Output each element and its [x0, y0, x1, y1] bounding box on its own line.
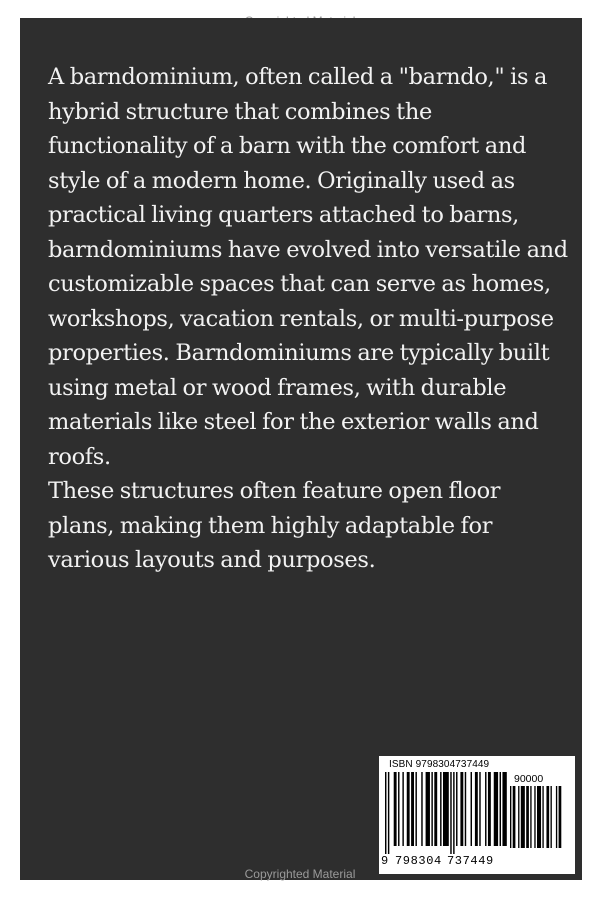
- blurb-paragraph-1: A barndominium, often called a "barndo," is a hybrid structure that combines the functionality of a barn with the comfort and style of a modern home. Originally used as practical living quarters attached to barns, barndominiums have evolved into versatile and customizable spaces that can serve as homes, workshops, vacation rentals, or multi-purpose properties. Barndominiums are typically built using metal or wood frames, with durable materials like steel for the exterior walls and roofs.: [48, 64, 568, 470]
- isbn-label: ISBN 9798304737449: [389, 759, 490, 770]
- watermark-bottom: Copyrighted Material: [244, 867, 356, 881]
- barcode-lead-digit: 9: [381, 854, 389, 868]
- blurb-paragraph-2: These structures often feature open floor plans, making them highly adaptable for various layouts and purposes.: [48, 478, 501, 573]
- barcode-left-digits: 798304: [395, 854, 442, 868]
- price-code: 90000: [514, 773, 544, 785]
- back-cover: [20, 18, 582, 880]
- isbn-barcode: [379, 756, 575, 874]
- cover-blurb: [48, 60, 568, 578]
- addon-barcode-bars: [510, 786, 566, 856]
- barcode-right-digits: 737449: [447, 854, 494, 868]
- barcode-bars: [385, 772, 507, 856]
